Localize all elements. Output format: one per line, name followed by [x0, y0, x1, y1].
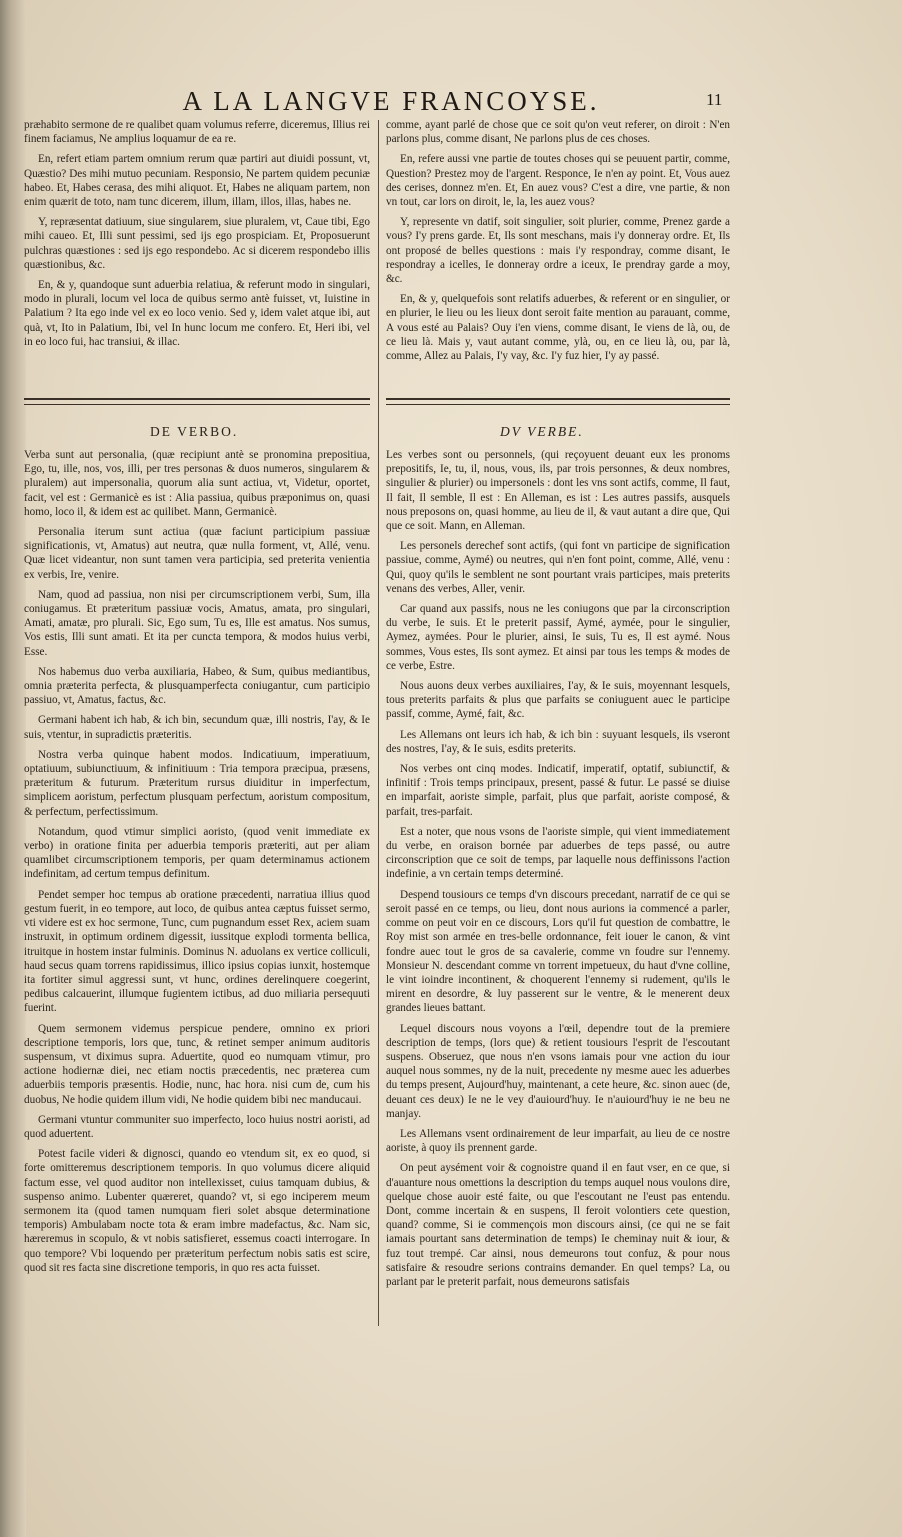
latin-paragraph: Germani vtuntur communiter suo imperfecto, loco huius nostri aoristi, ad quod aduertent. [24, 1113, 370, 1140]
latin-paragraph: præhabito sermone de re qualibet quam volumus referre, diceremus, Illius rei finem faciamus, Ne amplius loquamur de ea re. [24, 119, 370, 146]
section-title-french: DV VERBE. [500, 424, 584, 439]
latin-paragraph: Nam, quod ad passiua, non nisi per circumscriptionem verbi, Sum, illa coniugamus. Et præteritum passiuæ vocis, Amatus, amata, pro singulari, Amati, amatæ, pro plurali. Sic, Ego sum, Tu es, Ille est amatus. Nos sumus, Vos estis, Illi sunt amati. Et ita per cuncta tempora, & modos huius verbi, Esse. [24, 588, 370, 658]
french-paragraph: comme, ayant parlé de chose que ce soit qu'on veut referer, on diroit : N'en parlons plus, comme disant, Ne parlons plus de ces choses. [386, 119, 730, 146]
latin-paragraph: En, refert etiam partem omnium rerum quæ partiri aut diuidi possunt, vt, Quæstio? Des mihi mutuo pecuniam. Responsio, Ne partem quidem pecuniæ habeo. Et, Habes cerasa, des mihi aliquot. Et, Habes ne aliquam partem, non enim quærit de toto, nam tunc dicerem, illum, illam, illos, illas, habes ne. [24, 153, 370, 209]
french-paragraph: Lequel discours nous voyons a l'œil, dependre tout de la premiere description de temps, (lors que) & retient tousiours l'esprit de l'escoutant suspens. Obseruez, que nous n'en vsons iamais pour vne action du iour auquel nous sommes, ny de la nuit, precedente ny mesme auec les aduerbes du temps present, Aujourd'huy, maintenant, a cete heure, &c. sinon auec (de, deuant ces deux) Ie ne le vey d'auiourd'huy. Ie n'auiourd'huy ie ne beu ne manjay. [386, 1022, 730, 1120]
latin-paragraph: Nostra verba quinque habent modos. Indicatiuum, imperatiuum, optatiuum, subiunctiuum, & infinitiuum : Tria tempora præcipua, præsens, præteritum & futurum. Præteritum rursus diuiditur in imperfectum, simplicem aoristum, perfectum plusquam perfectum, aoristum compositum, & perfectum, perfectissimum. [24, 748, 370, 818]
latin-paragraph: Potest facile videri & dignosci, quando eo vtendum sit, ex eo quod, si forte omitteremus descriptionem temporis. In quo volumus dicere aliquid factum esse, vel quod auditor non intellexisset, cuius tamquam dubius, & suspenso animo. Lubenter quæreret, quando? vt, si ego inciperem meum sermonem ita (quod tamen numquam fieri solet absque determinatione temporis) Ambulabam nocte tota & eram imbre madefactus, &c. Nam sic, hæreremus in scopulo, & vt nobis satisfieret, essemus coacti interrogare. In quo tempore? Vbi loquendo per præteritum perfectum nobis satis est scire, quod sit res facta sine discretione temporis, in quo res acta fuisset. [24, 1148, 370, 1274]
latin-paragraph: Personalia iterum sunt actiua (quæ faciunt participium passiuæ significationis, vt, Amatus) aut neutra, quæ nulla forment, vt, Allé, venu. Quæ licet videantur, non sunt tamen vera participia, sed preterita venientia ex verbis, Ire, venire. [24, 526, 370, 581]
latin-column-bottom [24, 448, 370, 1328]
latin-paragraph: Germani habent ich hab, & ich bin, secundum quæ, illi nostris, I'ay, & Ie suis, vtentur, in supradictis præteritis. [24, 714, 370, 741]
section-rule-left [24, 398, 370, 405]
french-column-top [386, 118, 730, 400]
latin-column-top [24, 118, 370, 400]
french-paragraph: Les personels derechef sont actifs, (qui font vn participe de signification passiue, comme, Aymé) ou neutres, qui n'en font point, comme, Allé, venu : Qui, quoy qu'ils le semblent ne sont pourtant vrais participes, mais preterits venans des verbes, Aller, venir. [386, 540, 730, 595]
french-paragraph: Les verbes sont ou personnels, (qui reçoyuent deuant eux les pronoms prepositifs, Ie, tu, il, nous, vous, ils, par trois personnes, & deux nombres, singulier & plurier) ou impersonels : dont les vns sont actifs, comme, Il faut, Il fait, Il semble, Il est : En Alleman, es ist : Les autres passifs, ausquels nous preposons on, quasi homme, au lieu de il, & vaut autant a dire que, Qui que ce soit. Mann, en Alleman. [386, 449, 730, 533]
french-paragraph: Est a noter, que nous vsons de l'aoriste simple, qui vient immediatement du verbe, en oraison bornée par aduerbes de teps passé, ou autre circonscription que ce soit de temps, par laquelle nous deffinissons l'action indefinie, a vn certain temps determiné. [386, 825, 730, 881]
french-paragraph: Nous auons deux verbes auxiliaires, I'ay, & Ie suis, moyennant lesquels, tous preterits parfaits & plus que parfaits se coniuguent auec le participe passif, comme, Aymé, fait, &c. [386, 680, 730, 721]
latin-paragraph: Nos habemus duo verba auxiliaria, Habeo, & Sum, quibus mediantibus, omnia præterita perfecta, & plusquamperfecta coniugantur, cum participio passiuo, vt, Amatus, factus, &c. [24, 665, 370, 707]
french-paragraph: Nos verbes ont cinq modes. Indicatif, imperatif, optatif, subiunctif, & infinitif : Trois temps principaux, present, passé & futur. Le passé se diuise en imparfait, aoriste simple, parfait, plus que parfait, aoriste composé, & parfait, tres-parfait. [386, 763, 730, 818]
latin-paragraph: Pendet semper hoc tempus ab oratione præcedenti, narratiua illius quod gestum fuerit, in eo tempore, aut loco, de quibus antea cæptus fuisset sermo, vti videre est ex hoc sermone, Tunc, cum pugnandum esset Rex, aciem suam instruxit, in optimum ordinem digessit, iussitque explodi tormenta bellica, itruitque in hostem instar fulminis. Dominus N. aduolans ex vertice colliculi, haud secus quam torrens rapidissimus, illico ipsius copias iunxit, hostemque ita fortiter simul aggressi sunt, vt hunc, ordines derelinquere coegerint, pedibus calcauerint, illumque fugientem ictibus, ad duo miliaria persequuti fuerint. [24, 888, 370, 1015]
french-paragraph: On peut aysément voir & cognoistre quand il en faut vser, en ce que, si d'auanture nous omettions la description du temps auquel nous voulons dire, quelque chose auoir esté faite, ou que l'escoutant ne l'eust pas entendu. Dont, comme incertain & en suspens, Il feroit volontiers cete question, quand? comme, Si ie commençois mon discours ainsi, (ce qui ne se fait iamais pourtant sans determination de temps) Ie cheminay nuit & iour, & fuz tout trempé. Car ainsi, nous demeurons tout confuz, & pour nous satisfaire & resoudre serions contrains demander. En quel temps? La, ou parlant par le preterit parfait, nous demeurons satisfais [386, 1162, 730, 1288]
column-divider [378, 120, 379, 1326]
latin-paragraph: Y, repræsentat datiuum, siue singularem, siue pluralem, vt, Caue tibi, Ego mihi caueo. Et, Illi sunt pessimi, sed ijs ego prospiciam. Et, Proposuerunt pulchras quæstiones : sed ijs ego respondebo. Ac si dicerem respondebo illis quæstionibus, &c. [24, 216, 370, 271]
french-paragraph: Les Allemans vsent ordinairement de leur imparfait, au lieu de ce nostre aoriste, à quoy ils prennent garde. [386, 1127, 730, 1155]
latin-paragraph: Notandum, quod vtimur simplici aoristo, (quod venit immediate ex verbo) in oratione finita per aduerbia temporis præteriti, aut per aliam quamlibet circumscriptionem temporis, per quam determinamus actionem indefinitam, ad certum tempus definitum. [24, 825, 370, 881]
latin-paragraph: Quem sermonem videmus perspicue pendere, omnino ex priori descriptione temporis, lors que, tunc, & retinet semper animum auditoris suspensum, vt diximus supra. Aduertite, quod eo numquam vtimur, pro actione hodiernæ diei, nec etiam noctis præcedentis, nec præterea cum aduerbiis temporis præsentis. Hodie, nunc, hac hora. nisi cum de, cum his duobus, Ne hodie quidem illum vidi, Ne hodie quidem bibi nec manducaui. [24, 1022, 370, 1106]
binding-gutter [0, 0, 26, 1537]
french-paragraph: En, refere aussi vne partie de toutes choses qui se peuuent partir, comme, Question? Prestez moy de l'argent. Responce, Ie n'en ay point. Et, Vous auez des cerises, donnez m'en. Et, En auez vous? C'est a dire, vne partie, & non vn tout, car lors on diroit, le, la, les auez vous? [386, 153, 730, 209]
section-title-latin: DE VERBO. [150, 424, 239, 439]
french-paragraph: Y, represente vn datif, soit singulier, soit plurier, comme, Prenez garde a vous? I'y prens garde. Et, Ils sont meschans, mais i'y donneray ordre. Et, Ils ont proposé de belles questions : mais i'y respondray, comme disant, Ie respondray a icelles, Ie donneray ordre a iceux, Ie prendray garde a moy, &c. [386, 216, 730, 286]
page-number: 11 [706, 90, 723, 109]
latin-paragraph: Verba sunt aut personalia, (quæ recipiunt antè se pronomina prepositiua, Ego, tu, ille, nos, vos, illi, per tres personas & duos numeros, singularem & pluralem) aut impersonalia, quorum alia sunt actiua, vt, Videtur, oportet, facit, vel est : Germanicè es ist : Alia passiua, quibus præponimus on, quasi homo, loco il, & idem est ac quilibet. Mann, Germanicè. [24, 449, 370, 518]
french-paragraph: Les Allemans ont leurs ich hab, & ich bin : suyuant lesquels, ils vseront des nostres, I'ay, & Ie suis, esdits preterits. [386, 728, 730, 755]
french-paragraph: Despend tousiours ce temps d'vn discours precedant, narratif de ce qui se seroit passé en ce temps, ou lieu, dont nous aurions ia commencé a parler, comme on peut voir en ce discours, Lors qu'il fut question de combattre, le Roy mist son armée en tres-belle ordonnance, feit iouer le canon, & vint fondre auec tout le gros de sa cavalerie, comme vn foudre sur l'ennemy. Monsieur N. descendant comme vn torrent impetueux, du haut d'vne colline, le vint ioindre incontinent, & choquerent l'ennemy si rudement, qu'ils le mirent en desordre, & luy passerent sur le ventre, & le menerent deux grandes lieues battant. [386, 888, 730, 1015]
french-column-bottom [386, 448, 730, 1328]
latin-paragraph: En, & y, quandoque sunt aduerbia relatiua, & referunt modo in singulari, modo in plurali, locum vel loca de quibus sermo antè fuisset, vt, Iuistine in Palatium ? Ita ego inde vel ex eo loco venio. Sed y, idem valet atque ibi, aut quà, vt, Ito in Palatium, Ibi, vel In hunc locum me confero. Et, Heri ibi, vel in eo loco fui, hac transiui, & illac. [24, 279, 370, 348]
french-paragraph: Car quand aux passifs, nous ne les coniugons que par la circonscription du verbe, Ie suis. Et le preterit passif, Aymé, aymée, pour le singulier, Aymez, aymées. Pour le plurier, ainsi, Ie suis, Tu es, Il est aymé. Nous sommes, Vous estes, Ils sont aymez. Et ainsi par tous les temps & modes de ce verbe, Estre. [386, 603, 730, 672]
section-rule-right [386, 398, 730, 405]
french-paragraph: En, & y, quelquefois sont relatifs aduerbes, & referent or en singulier, or en plurier, le lieu ou les lieux dont seroit faite mention au parauant, comme, A vous esté au Palais? Ouy i'en viens, comme disant, Ie viens de là, ou, de ce lieu là. Mais y, vaut autant comme, ylà, ou, en ce lieu là, ou, par là, comme, Allez au Palais, I'y vay, &c. I'y fuz hier, I'y ay passé. [386, 293, 730, 363]
running-title: A LA LANGVE FRANCOYSE. [182, 86, 600, 116]
